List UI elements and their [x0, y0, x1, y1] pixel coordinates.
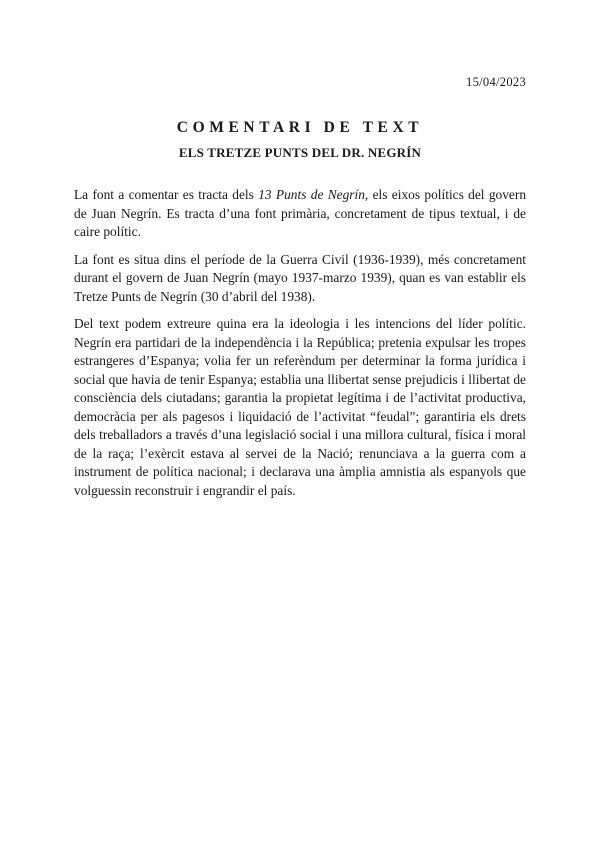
- document-date: 15/04/2023: [466, 75, 526, 89]
- document-body: [74, 186, 526, 509]
- paragraph-1-intro: La font a comentar es tracta dels: [74, 187, 259, 202]
- paragraph-2: La font es situa dins el període de la Guerra Civil (1936-1939), més concretament durant el govern de Juan Negrín (mayo 1937-marzo 1939), quan es van establir els Tretze Punts de Negrín (30 d’abril del 1938).: [74, 251, 526, 304]
- paragraph-1: [74, 186, 526, 242]
- paragraph-1-rest: , els eixos polítics del govern de Juan Negrín. Es tracta d’una font primària, concretament de tipus textual, i de caire polític.: [74, 187, 527, 239]
- document-title: COMENTARI DE TEXT: [176, 119, 424, 136]
- paragraph-3: Del text podem extreure quina era la ideologia i les intencions del líder polític. Negrín era partidari de la independència i la República; pretenia expulsar les tropes estrangeres d’Espanya; volia fer un referèndum per determinar la forma jurídica i social que havia de tenir Espanya; establia una llibertat sense prejudicis i llibertat de consciència dels ciutadans; garantia la propietat legítima i de l’activitat productiva, democràcia per als pagesos i liquidació de l’activitat “feudal”; garantiria els drets dels treballadors a través d’una legislació social i una millora cultural, física i moral de la raça; l’exèrcit estava al servei de la Nació; renunciava a la guerra com a instrument de política nacional; i declarava una àmplia amnistia als espanyols que volguessin reconstruir i engrandir el país.: [74, 316, 526, 498]
- paragraph-1-italic-title: 13 Punts de Negrín: [258, 187, 365, 202]
- document-subtitle: ELS TRETZE PUNTS DEL DR. NEGRÍN: [178, 145, 422, 160]
